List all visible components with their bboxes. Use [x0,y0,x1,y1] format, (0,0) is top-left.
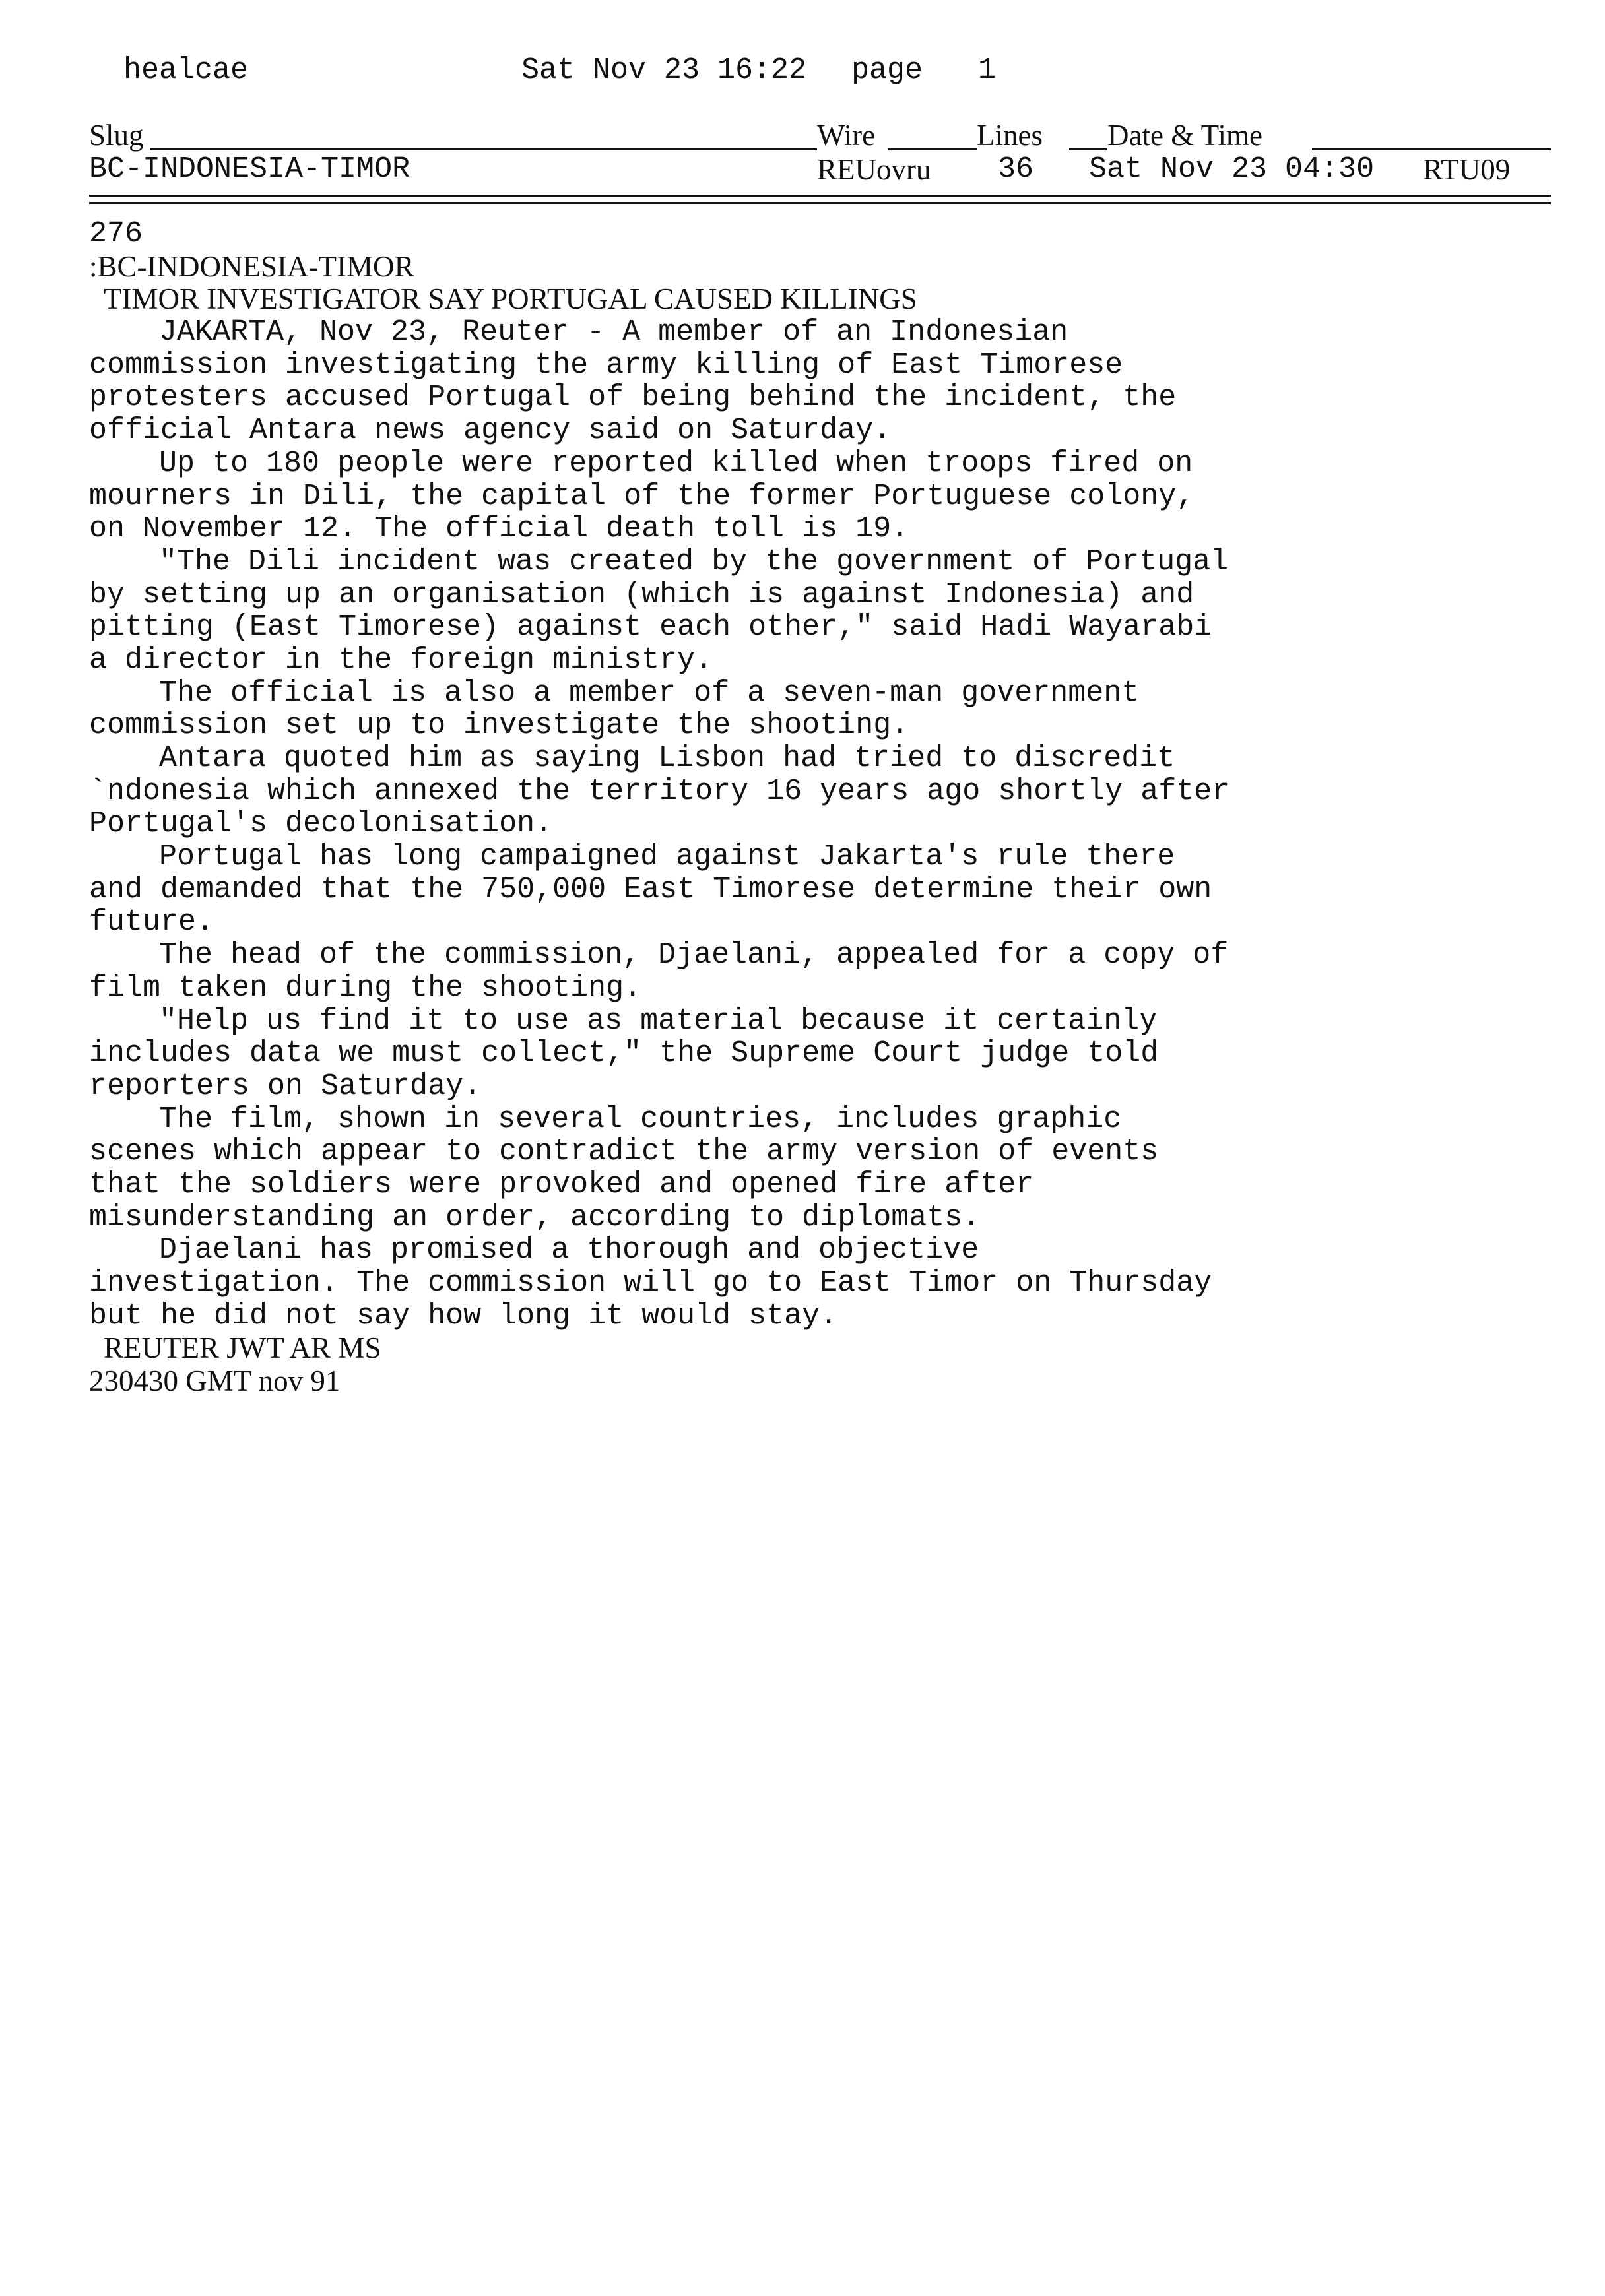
story-body-line: by setting up an organisation (which is against Indonesia) and [89,577,1195,612]
story-body-line: Portugal's decolonisation. [89,807,553,841]
story-body-line: The film, shown in several countries, includes graphic [159,1102,1122,1136]
story-body-line: and demanded that the 750,000 East Timorese determine their own [89,872,1212,907]
story-slug-line: :BC-INDONESIA-TIMOR [89,249,414,283]
story-body-line: protesters accused Portugal of being behind the incident, the [89,381,1177,415]
story-headline: TIMOR INVESTIGATOR SAY PORTUGAL CAUSED KILLINGS [104,282,917,316]
story-body-line: a director in the foreign ministry. [89,643,713,677]
story-body-line: includes data we must collect," the Supreme Court judge told [89,1036,1159,1071]
story-body-line: on November 12. The official death toll is 19. [89,512,909,546]
story-body-line: misunderstanding an order, according to diplomats. [89,1200,981,1234]
story-body-line: The head of the commission, Djaelani, appealed for a copy of [159,938,1229,973]
page-number: 1 [978,53,997,87]
story-body-line: Djaelani has promised a thorough and objective [159,1233,979,1267]
story-body-line: mourners in Dili, the capital of the former Portuguese colony, [89,479,1195,513]
story-signoff: REUTER JWT AR MS [104,1331,381,1365]
code-value: RTU09 [1423,153,1511,186]
story-body-line: The official is also a member of a seven-man government [159,676,1140,710]
datetime-value: Sat Nov 23 04:30 [1089,152,1375,186]
story-text [89,218,1561,1398]
story-number: 276 [89,217,143,251]
story-body-line: but he did not say how long it would stay. [89,1298,838,1333]
lines-label: Lines [977,119,1043,152]
story-body-line: JAKARTA, Nov 23, Reuter - A member of an Indonesian [159,315,1068,350]
story-body-line: that the soldiers were provoked and opened fire after [89,1167,1034,1201]
lines-underline [1069,148,1107,150]
story-body-line: commission investigating the army killing of East Timorese [89,348,1123,382]
story-body-line: reporters on Saturday. [89,1069,482,1103]
story-body-line: Portugal has long campaigned against Jakarta's rule there [159,840,1175,874]
lines-value: 36 [998,152,1034,186]
wire-underline [888,148,977,150]
double-rule-separator [89,195,1551,204]
story-dateline: 230430 GMT nov 91 [89,1364,341,1398]
wire-label: Wire [817,119,876,152]
story-body-line: investigation. The commission will go to East Timor on Thursday [89,1266,1212,1300]
story-body-line: future. [89,905,214,940]
story-body-line: film taken during the shooting. [89,971,642,1005]
datetime-underline [1312,148,1551,150]
slug-underline [150,148,817,150]
page-label: page [851,53,923,87]
slug-value: BC-INDONESIA-TIMOR [89,152,410,186]
story-body-line: commission set up to investigate the shooting. [89,709,909,743]
wire-value: REUovru [817,153,931,186]
story-body-line: "Help us find it to use as material because it certainly [159,1004,1158,1038]
story-body-line: pitting (East Timorese) against each other," said Hadi Wayarabi [89,610,1212,645]
story-body-line: official Antara news agency said on Saturday. [89,414,892,448]
story-body-line: `ndonesia which annexed the territory 16 years ago shortly after [89,774,1230,808]
story-body-line: Up to 180 people were reported killed when troops fired on [159,446,1193,480]
print-time: Sat Nov 23 16:22 [521,53,807,87]
story-body-line: Antara quoted him as saying Lisbon had tried to discredit [159,742,1175,775]
story-body-line: "The Dili incident was created by the government of Portugal [159,544,1229,579]
story-body-line: scenes which appear to contradict the army version of events [89,1135,1159,1169]
print-user: healcae [123,53,249,87]
datetime-label: Date & Time [1107,119,1263,152]
slug-label: Slug [89,119,144,152]
story-body [89,316,1561,1332]
